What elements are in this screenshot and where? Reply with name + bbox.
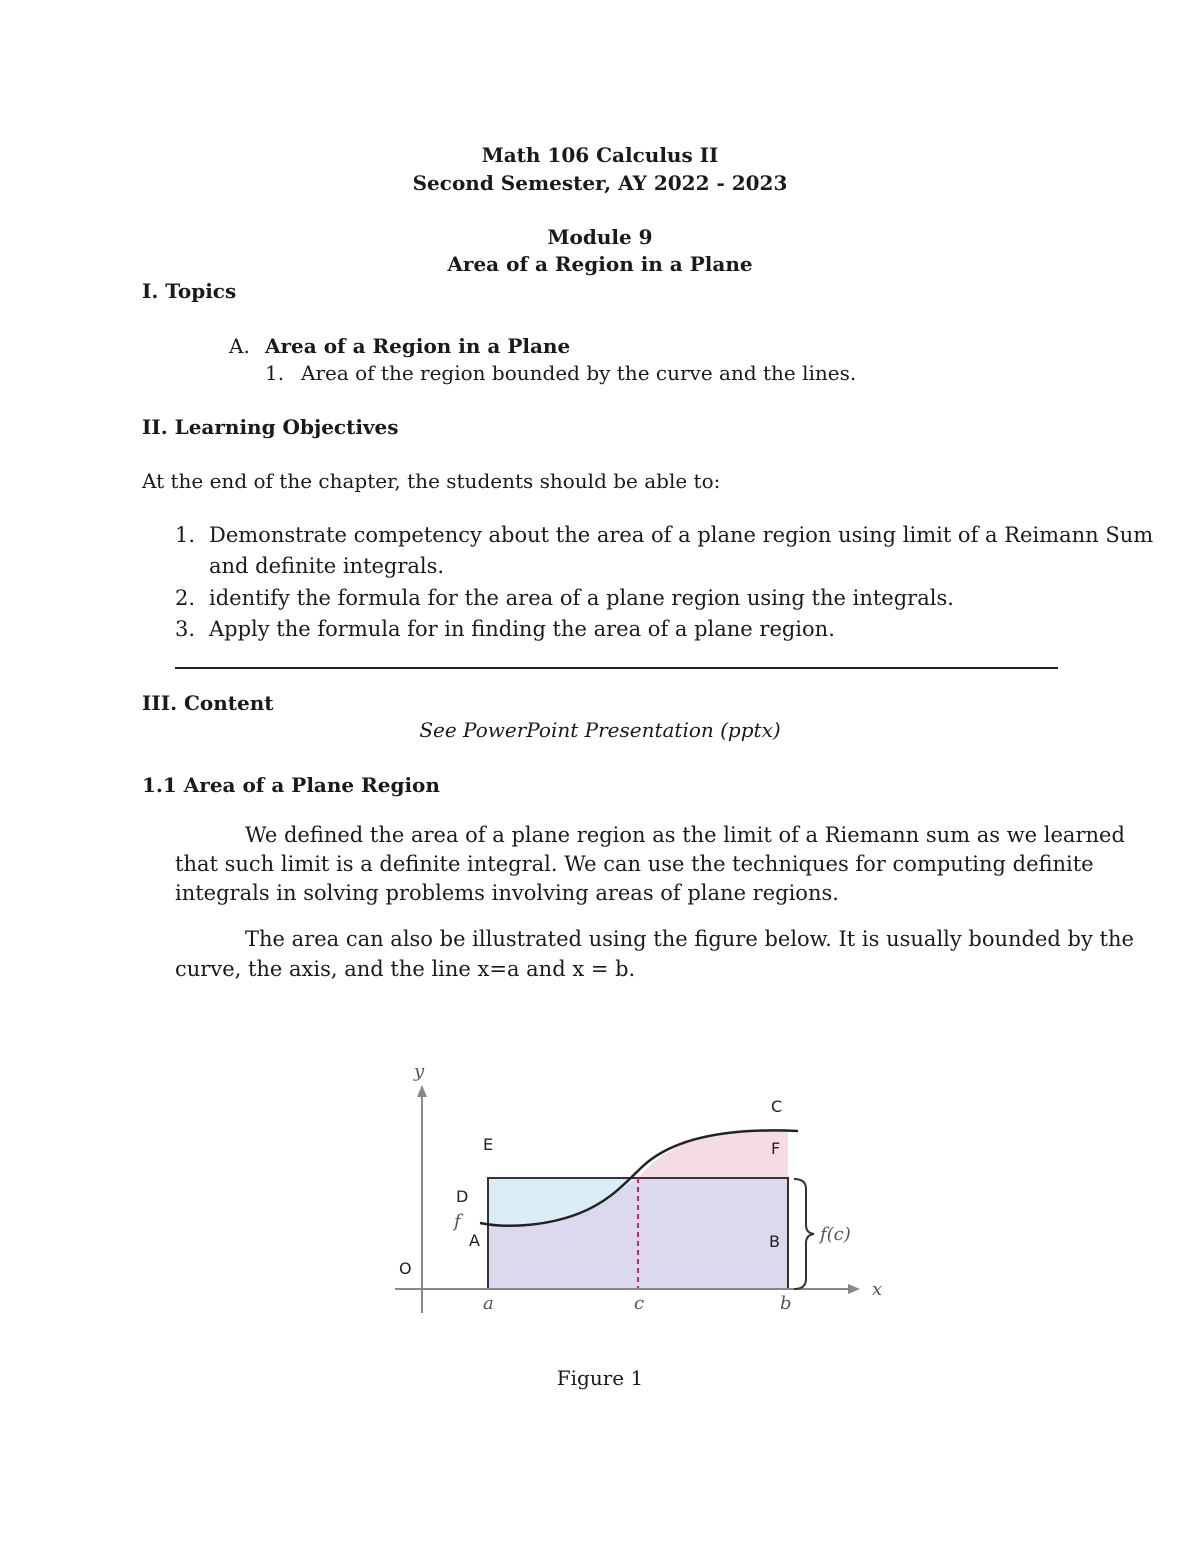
topic-letter: A. <box>229 334 250 358</box>
c-label: c <box>634 1293 645 1314</box>
paragraph-line: We defined the area of a plane region as the limit of a Riemann sum as we learned <box>245 823 1125 847</box>
point-label-D: D <box>456 1187 469 1206</box>
point-label-A: A <box>469 1231 480 1250</box>
objective-item-1 <box>175 523 1153 547</box>
paragraph-line: integrals in solving problems involving areas of plane regions. <box>175 881 839 905</box>
topic-sub-number: 1. <box>265 361 285 385</box>
paragraph-line: curve, the axis, and the line x=a and x = b. <box>175 957 636 981</box>
f-label: f <box>454 1211 461 1232</box>
topic-subitem <box>265 361 856 385</box>
point-label-F: F <box>771 1139 781 1158</box>
paragraph-line: that such limit is a definite integral. We can use the techniques for computing definite <box>175 852 1094 876</box>
b-label: b <box>780 1293 792 1314</box>
objectives-intro: At the end of the chapter, the students should be able to: <box>142 469 721 493</box>
section-divider <box>175 667 1058 669</box>
objective-item-1-cont: and definite integrals. <box>209 554 445 578</box>
paragraph-line: The area can also be illustrated using the figure below. It is usually bounded by the <box>245 927 1134 951</box>
topic-item <box>229 334 570 358</box>
pptx-reference: See PowerPoint Presentation (pptx) <box>419 718 781 742</box>
topic-sub-text: Area of the region bounded by the curve and the lines. <box>301 361 857 385</box>
y-axis-label: y <box>414 1061 425 1082</box>
objective-number: 1. <box>175 523 196 547</box>
point-label-B: B <box>769 1232 780 1251</box>
objective-text: Demonstrate competency about the area of a plane region using limit of a Reimann Sum <box>209 523 1154 547</box>
point-label-E: E <box>483 1135 494 1154</box>
objective-text: identify the formula for the area of a plane region using the integrals. <box>209 586 954 610</box>
semester-line: Second Semester, AY 2022 - 2023 <box>412 171 788 195</box>
x-axis-arrow-icon <box>848 1284 860 1294</box>
point-label-O: O <box>399 1259 412 1278</box>
objective-number: 2. <box>175 586 196 610</box>
objective-text: Apply the formula for in finding the area of a plane region. <box>209 617 835 641</box>
x-axis-label: x <box>872 1279 883 1300</box>
topics-heading: I. Topics <box>142 279 237 303</box>
content-heading: III. Content <box>142 691 274 715</box>
topic-title: Area of a Region in a Plane <box>265 334 571 358</box>
course-title: Math 106 Calculus II <box>481 143 719 167</box>
fc-label: f(c) <box>820 1224 851 1245</box>
module-number: Module 9 <box>547 225 653 249</box>
objectives-heading: II. Learning Objectives <box>142 415 399 439</box>
objective-item-2 <box>175 586 954 610</box>
area-figure <box>380 1055 900 1325</box>
objective-item-3 <box>175 617 835 641</box>
a-label: a <box>483 1293 494 1314</box>
section-title: 1.1 Area of a Plane Region <box>142 773 440 797</box>
module-title: Area of a Region in a Plane <box>447 252 753 276</box>
figure-caption: Figure 1 <box>556 1366 644 1390</box>
y-axis-arrow-icon <box>417 1085 427 1097</box>
fc-brace <box>794 1179 814 1289</box>
point-label-C: C <box>771 1097 783 1116</box>
objective-number: 3. <box>175 617 196 641</box>
